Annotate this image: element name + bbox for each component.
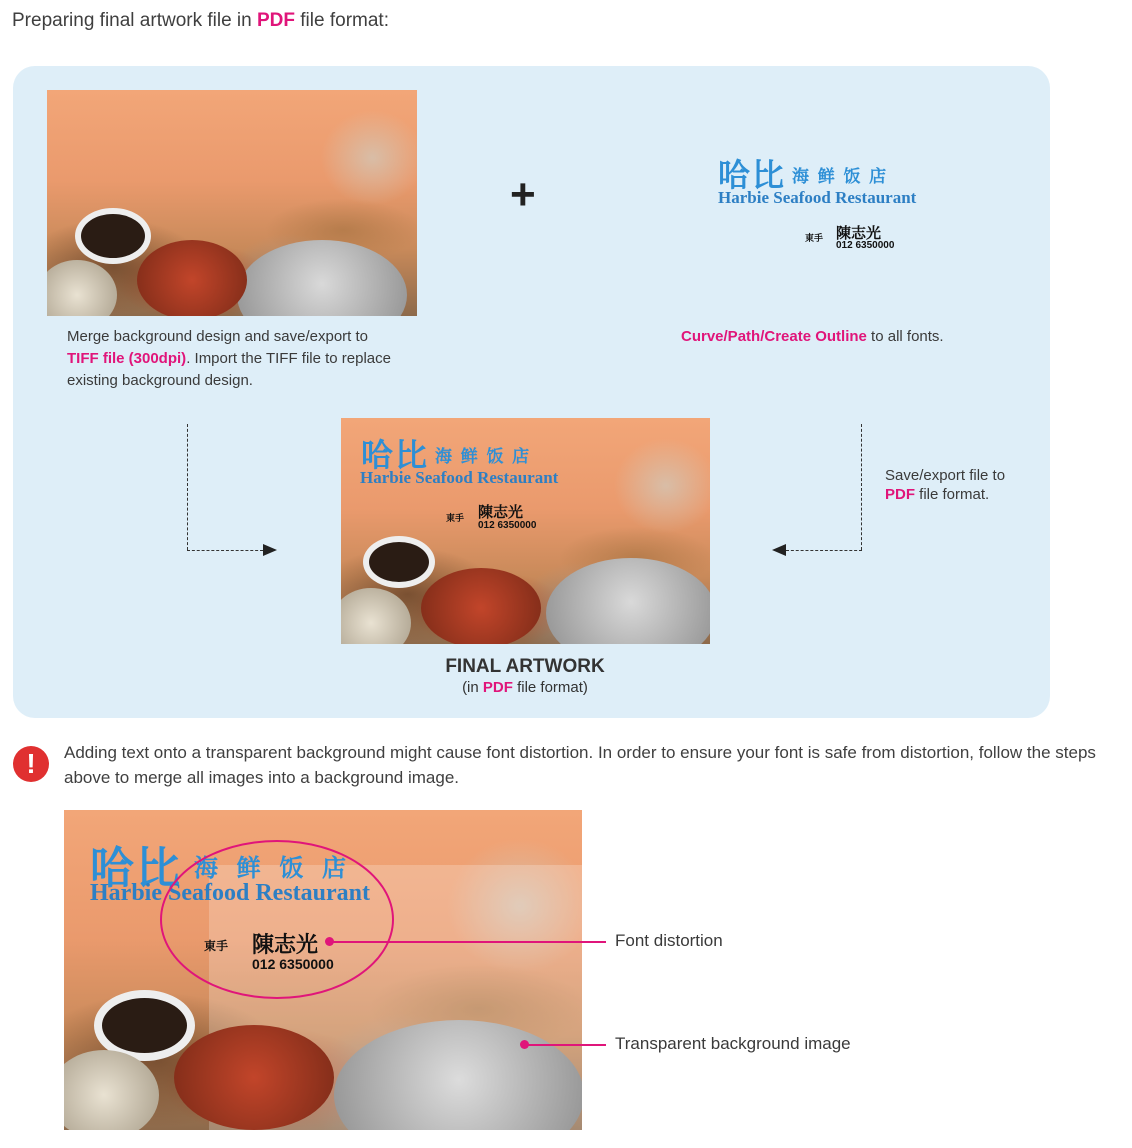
sauce-bowl	[75, 208, 151, 264]
background-caption-line3: existing background design.	[67, 372, 253, 389]
right-arrow-head	[772, 544, 786, 556]
transparent-bg-leader	[528, 1044, 606, 1046]
intro-prefix: Preparing final artwork file in	[12, 10, 257, 31]
intro-heading	[12, 10, 389, 32]
final-steel-bowl	[546, 558, 710, 644]
example-contact-phone: 012 6350000	[252, 956, 334, 972]
background-caption-line1: Merge background design and save/export to	[67, 328, 369, 345]
final-artwork-label: FINAL ARTWORK	[445, 656, 605, 677]
intro-suffix: file format:	[295, 10, 389, 31]
font-distortion-label: Font distortion	[615, 931, 723, 950]
logo-en: Harbie Seafood Restaurant	[718, 188, 917, 207]
logo-cn-main: 哈比	[718, 157, 787, 193]
final-logo-en: Harbie Seafood Restaurant	[360, 468, 559, 487]
final-sub-suffix: file format)	[512, 679, 588, 696]
example-contact-title: 東手	[204, 939, 229, 953]
example-logo-en: Harbie Seafood Restaurant	[90, 880, 370, 906]
final-oysters	[341, 588, 411, 644]
save-caption-line2-rest: file format.	[915, 486, 990, 503]
final-artwork-image	[341, 418, 710, 644]
final-sauce-bowl	[363, 536, 435, 588]
final-logo-cn-main: 哈比	[361, 437, 430, 473]
final-lobster	[421, 568, 541, 644]
fonts-caption	[681, 326, 944, 348]
example-contact-name: 陳志光	[252, 932, 319, 957]
save-caption-line2	[885, 485, 1045, 504]
distortion-highlight-ellipse	[160, 840, 394, 999]
left-connector-vertical	[187, 424, 188, 550]
transparent-bg-label: Transparent background image	[615, 1034, 851, 1053]
example-logo-cn-main: 哈比	[90, 844, 182, 893]
final-contact-phone: 012 6350000	[478, 520, 537, 531]
oysters	[47, 260, 117, 316]
example-lobster	[174, 1025, 334, 1130]
save-pdf-highlight: PDF	[885, 486, 915, 503]
background-design-image	[47, 90, 417, 316]
contact-name: 陳志光	[836, 225, 882, 242]
background-caption-line2-rest: . Import the TIFF file to replace	[186, 350, 391, 367]
font-distortion-leader	[333, 941, 606, 943]
tiff-highlight: TIFF file (300dpi)	[67, 350, 187, 367]
final-contact-title: 東手	[446, 513, 465, 523]
example-logo-cn-sub: 海 鲜 饭 店	[194, 855, 353, 882]
left-arrow-head	[263, 544, 277, 556]
save-caption-line1: Save/export file to	[885, 467, 1006, 484]
final-contact-name: 陳志光	[478, 504, 524, 521]
logo-outlined	[718, 150, 948, 260]
contact-phone: 012 6350000	[836, 240, 895, 251]
lobster	[137, 240, 247, 316]
contact-title: 東手	[805, 233, 824, 243]
example-oysters	[64, 1050, 159, 1130]
final-pdf-highlight: PDF	[482, 679, 513, 696]
outline-highlight: Curve/Path/Create Outline	[681, 328, 867, 345]
left-connector-horizontal	[187, 550, 263, 551]
fonts-caption-rest: to all fonts.	[866, 328, 944, 345]
right-connector-horizontal	[786, 550, 862, 551]
save-caption	[885, 466, 1045, 504]
steel-bowl	[237, 240, 407, 316]
logo-cn-sub: 海 鲜 饭 店	[792, 167, 889, 186]
right-connector-vertical	[861, 424, 862, 550]
warning-text: Adding text onto a transparent background might cause font distortion. In order to ensure your font is safe from distortion, follow the steps above to merge all images into a background image.	[64, 743, 1096, 787]
exclamation-icon: !	[13, 746, 49, 782]
final-logo-cn-sub: 海 鲜 饭 店	[435, 447, 532, 466]
background-caption	[67, 326, 427, 392]
final-artwork-sublabel	[380, 679, 670, 696]
intro-pdf-highlight: PDF	[257, 10, 295, 31]
plus-symbol: +	[510, 170, 536, 219]
final-sub-prefix: (in	[462, 679, 483, 696]
background-caption-line2	[67, 348, 427, 370]
